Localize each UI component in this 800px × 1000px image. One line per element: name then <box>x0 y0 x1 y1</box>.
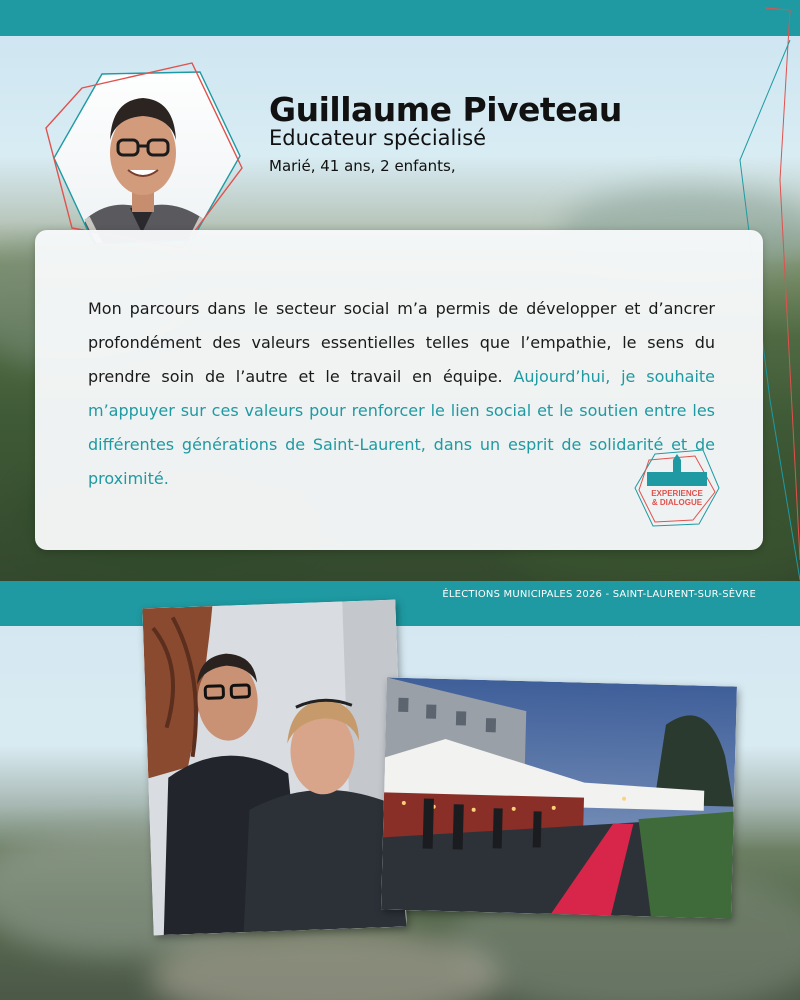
selfie-photo <box>142 600 406 936</box>
logo-line-1: EXPERIENCE <box>651 489 703 498</box>
portrait-hexagon <box>42 58 247 248</box>
christmas-market-photo <box>381 677 737 918</box>
statement-card <box>35 230 763 550</box>
statement-text <box>88 292 715 496</box>
candidate-info: Marié, 41 ans, 2 enfants, <box>269 157 456 175</box>
top-banner <box>0 0 800 36</box>
statement-accent: Aujourd’hui, je souhaite m’appuyer sur ces valeurs pour renforcer le lien social et le soutien entre les différentes générations de Saint-Laurent, dans un esprit de solidarité et de proximité. <box>88 367 716 488</box>
election-caption: ÉLECTIONS MUNICIPALES 2026 - SAINT-LAURENT-SUR-SÈVRE <box>442 589 756 600</box>
statement-plain: Mon parcours dans le secteur social m’a permis de développer et d’ancrer profondément des valeurs essentielles telles que l’empathie, le sens du prendre soin de l’autre et le travail en équipe. <box>88 299 715 386</box>
middle-banner <box>0 581 800 626</box>
candidate-name: Guillaume Piveteau <box>269 90 622 129</box>
logo-line-2: & DIALOGUE <box>651 498 703 507</box>
candidate-role: Educateur spécialisé <box>269 126 487 150</box>
experience-dialogue-logo <box>633 448 721 528</box>
